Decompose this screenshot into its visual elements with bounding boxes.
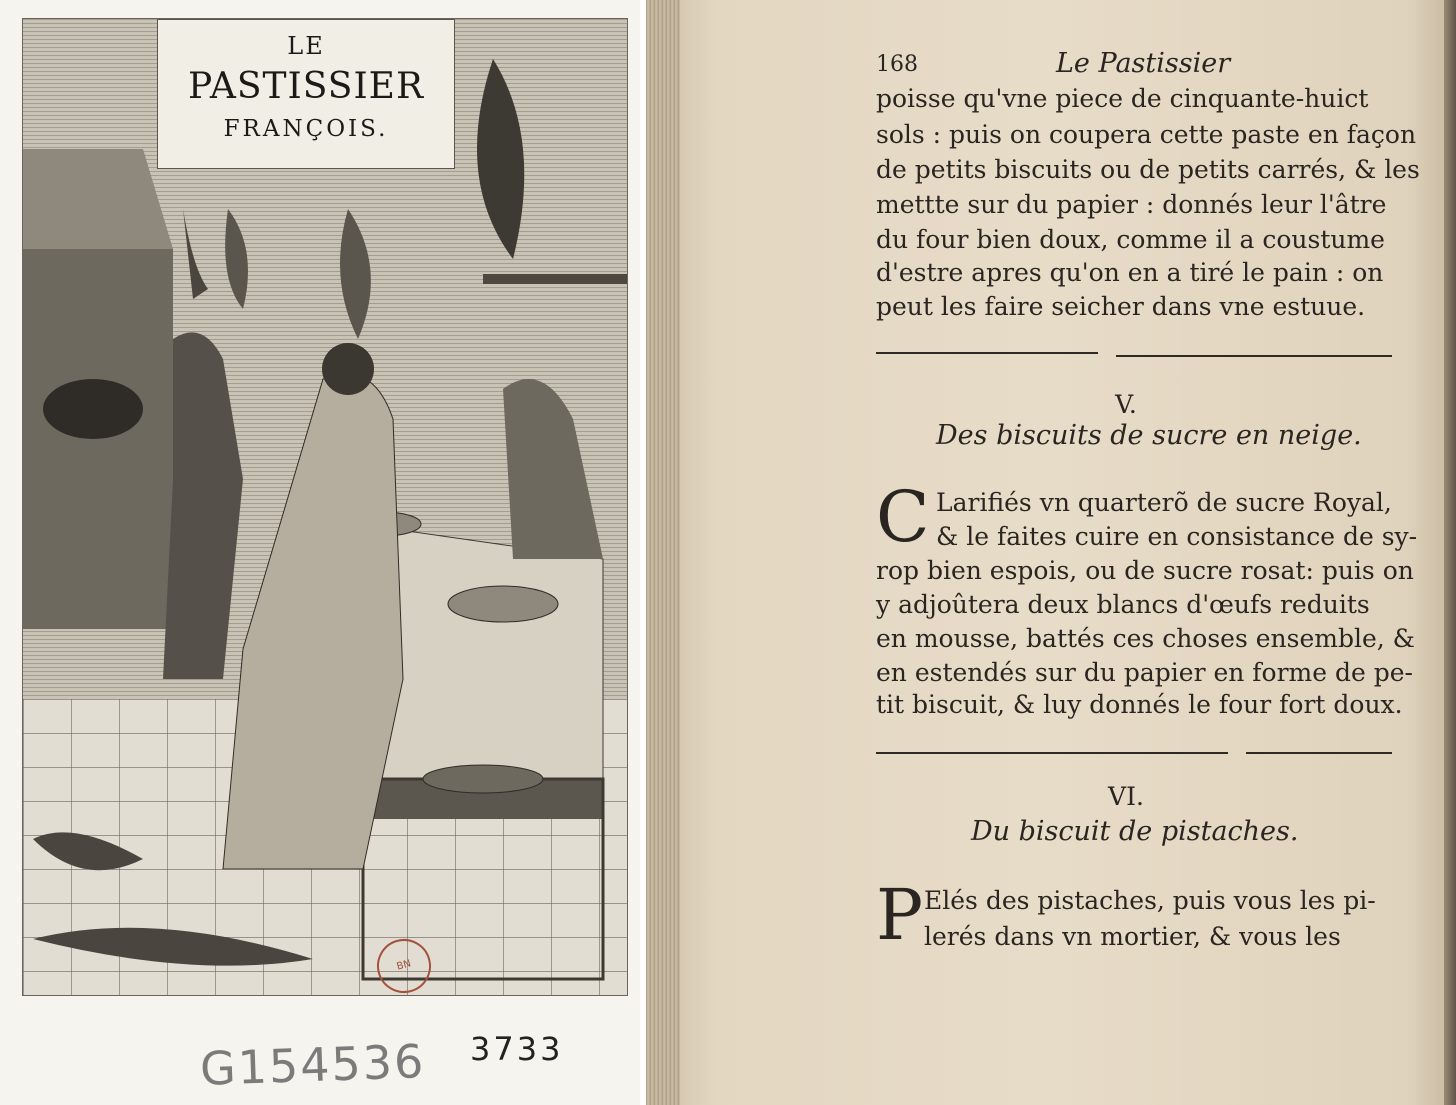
frontispiece-page [0, 0, 640, 1105]
text-line: lerés dans vn mortier, & vous les [924, 922, 1341, 951]
library-stamp: BN [371, 933, 437, 999]
text-line: en mousse, battés ces choses ensemble, & [876, 624, 1415, 653]
book-subtitle: FRANÇOIS. [223, 116, 389, 142]
book-title: PASTISSIER [187, 66, 425, 107]
call-number: G154536 [199, 1034, 427, 1096]
title-le: LE [287, 32, 325, 60]
text-line: en estendés sur du papier en forme de pe- [876, 658, 1413, 687]
running-head [876, 48, 1396, 86]
text-line: tit biscuit, & luy donnés le four fort doux. [876, 690, 1403, 719]
text-line: sols : puis on coupera cette paste en façon [876, 120, 1417, 149]
text-line: de petits biscuits ou de petits carrés, & les [876, 155, 1420, 184]
pie-dish [423, 765, 543, 793]
text-line: Larifiés vn quarterõ de sucre Royal, [936, 488, 1392, 517]
text-line: Elés des pistaches, puis vous les pi- [924, 886, 1376, 915]
text-line: y adjoûtera deux blancs d'œufs reduits [876, 590, 1370, 619]
shelf [483, 274, 627, 284]
gutter [1444, 0, 1456, 1105]
title-cartouche [157, 19, 455, 169]
kitchen-engraving [22, 18, 628, 996]
cook-cap [322, 343, 374, 395]
divider-rule [876, 352, 1098, 354]
text-line: mettte sur du papier : donnés leur l'âtre [876, 190, 1387, 219]
text-line: peut les faire seicher dans vne estuue. [876, 292, 1366, 321]
text-line: poisse qu'vne piece de cinquante-huict [876, 84, 1369, 113]
drop-cap: C [876, 476, 930, 558]
section-title: Du biscuit de pistaches. [971, 816, 1299, 847]
divider-rule [1246, 752, 1392, 754]
text-line: du four bien doux, comme il a coustume [876, 225, 1385, 254]
page-edge [646, 0, 680, 1105]
section-number: VI. [1108, 782, 1144, 811]
page-number: 168 [876, 52, 918, 77]
oven-mouth [43, 379, 143, 439]
text-line: rop bien espois, ou de sucre rosat: puis on [876, 556, 1414, 585]
text-line: & le faites cuire en consistance de sy- [936, 522, 1418, 551]
pan [448, 586, 558, 622]
divider-rule [1116, 355, 1392, 357]
divider-rule [876, 752, 1228, 754]
text-line: d'estre apres qu'on en a tiré le pain : on [876, 258, 1384, 287]
drop-cap: P [876, 874, 924, 956]
section-title: Des biscuits de sucre en neige. [936, 420, 1362, 451]
shelf-number: 3733 [470, 1030, 564, 1068]
oven [23, 249, 173, 629]
running-title: Le Pastissier [1056, 48, 1231, 79]
text-page [646, 0, 1456, 1105]
section-number: V. [1115, 390, 1137, 419]
